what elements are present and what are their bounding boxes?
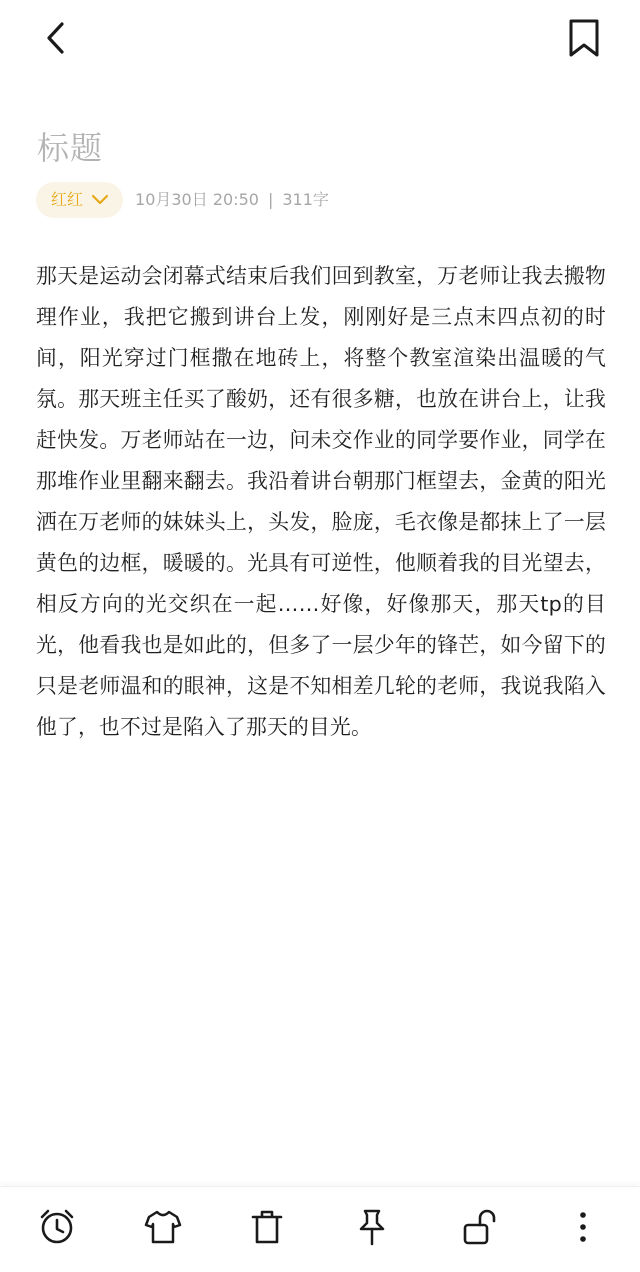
note-info — [135, 182, 329, 218]
bottom-toolbar — [0, 1186, 640, 1272]
unlock-icon — [460, 1207, 500, 1251]
note-datetime: 10月30日 20:50 — [135, 190, 259, 209]
reminder-button[interactable] — [35, 1207, 79, 1251]
note-body[interactable]: 那天是运动会闭幕式结束后我们回到教室，万老师让我去搬物理作业，我把它搬到讲台上发，刚刚好是三点末四点初的时间，阳光穿过门框撒在地砖上，将整个教室渲染出温暖的气氛。那天班主任买了酸奶，还有很多糖，也放在讲台上，让我赶快发。万老师站在一边，问未交作业的同学要作业，同学在那堆作业里翻来翻去。我沿着讲台朝那门框望去，金黄的阳光洒在万老师的妹妹头上，头发，脸庞，毛衣像是都抹上了一层黄色的边框，暖暖的。光具有可逆性，他顺着我的目光望去，相反方向的光交织在一起……好像，好像那天，那天tp的目光，他看我也是如此的，但多了一层少年的锋芒，如今留下的只是老师温和的眼神，这是不知相差几轮的老师，我说我陷入他了，也不过是陷入了那天的目光。 — [36, 264, 606, 739]
pin-button[interactable] — [350, 1207, 394, 1251]
trash-icon — [247, 1207, 287, 1251]
category-selector[interactable] — [36, 182, 123, 218]
word-count: 311字 — [282, 190, 329, 209]
category-label: 红红 — [51, 190, 84, 209]
pin-icon — [352, 1207, 392, 1251]
delete-button[interactable] — [245, 1207, 289, 1251]
theme-button[interactable] — [141, 1207, 185, 1251]
lock-button[interactable] — [458, 1207, 502, 1251]
more-vertical-icon — [563, 1207, 603, 1251]
back-button[interactable] — [30, 14, 82, 66]
chevron-left-icon — [41, 20, 71, 60]
chevron-down-icon — [91, 191, 109, 210]
more-options-button[interactable] — [561, 1207, 605, 1251]
top-toolbar — [0, 0, 640, 80]
note-title-field[interactable]: 标题 — [37, 129, 104, 167]
note-meta — [36, 182, 329, 218]
meta-separator: | — [267, 190, 274, 209]
bookmark-icon — [567, 18, 601, 62]
bookmark-button[interactable] — [558, 14, 610, 66]
shirt-icon — [143, 1207, 183, 1251]
alarm-clock-icon — [37, 1207, 77, 1251]
